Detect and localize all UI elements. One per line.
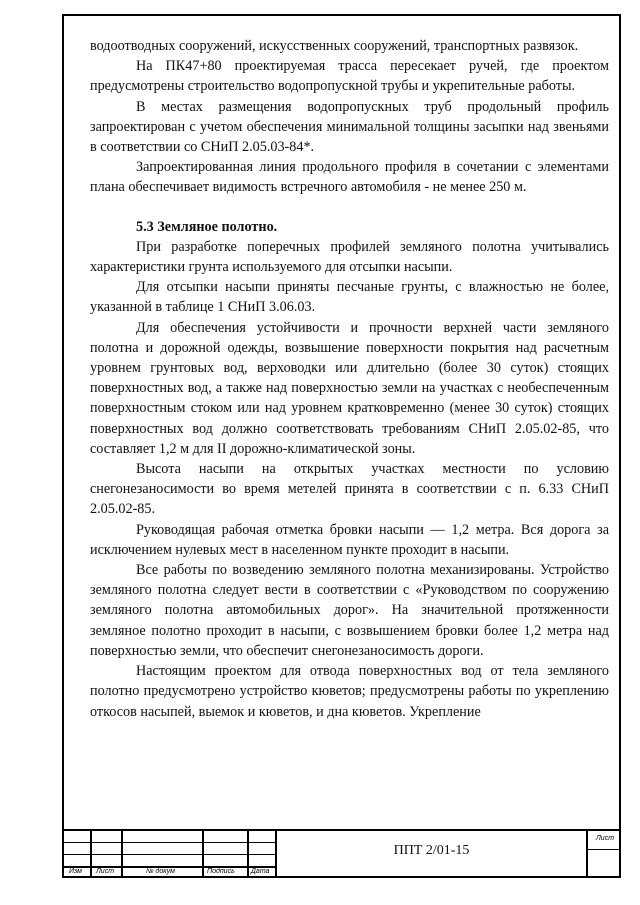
paragraph: водоотводных сооружений, искусственных сооружений, транспортных развязок. (90, 38, 579, 54)
paragraph: На ПК47+80 проектируемая трасса пересекает ручей, где проектом предусмотрены строительство водопропускной трубы и укрепительные работы. (90, 58, 609, 95)
document-body (90, 36, 609, 722)
col-ndok-label: № докум (146, 868, 175, 875)
paragraph: При разработке поперечных профилей земляного полотна учитывались характеристики грунта используемого для отсыпки насыпи. (90, 238, 609, 276)
col-data-label: Дата (251, 868, 270, 875)
paragraph: В местах размещения водопропускных труб продольный профиль запроектирован с учетом обеспечения минимальной толщины засыпки над звеньями в соответствии со СНиП 2.05.03-84*. (90, 98, 609, 156)
paragraphs-before-heading (90, 36, 609, 198)
paragraph: Настоящим проектом для отвода поверхностных вод от тела земляного полотно предусмотрено устройство кюветов; предусмотрены работы по укреплению откосов насыпей, выемок и кюветов, и дна кюветов. Укрепление (90, 663, 609, 720)
sheet-label: Лист (596, 835, 615, 842)
paragraphs-after-heading (90, 237, 609, 722)
paragraph: Руководящая рабочая отметка бровки насыпи — 1,2 метра. Вся дорога за исключением нулевых мест в населенном пункте проходит в насыпи. (90, 521, 609, 558)
paragraph: Для отсыпки насыпи приняты песчаные грунты, с влажностью не более, указанной в таблице 1 СНиП 3.06.03. (90, 279, 609, 316)
col-list-label: Лист (96, 868, 115, 875)
paragraph: Запроектированная линия продольного профиля в сочетании с элементами плана обеспечивает видимость встречного автомобиля - не менее 250 м. (90, 159, 609, 196)
title-block (62, 829, 621, 878)
paragraph: Все работы по возведению земляного полотна механизированы. Устройство земляного полотна следует вести в соответствии с «Руководством по сооружению земляного полотна автомобильных дорог». На значительной протяженности земляное полотно проходит в насыпи, с возвышением бровки более 1,2 метра над поверхностью земли, что обеспечит снегонезаносимость дороги. (90, 562, 609, 659)
document-code: ППТ 2/01-15 (393, 843, 470, 858)
col-izm-label: Изм (69, 868, 82, 875)
paragraph: Для обеспечения устойчивости и прочности верхней части земляного полотна и дорожной одежды, возвышение поверхности покрытия над расчетным уровнем грунтовых вод, верховодки или длительно (более 30 суток) стоящих поверхностных вод, а также над поверхностью земли на участках с необеспеченным поверхностным стоком или над уровнем кратковременно (менее 30 суток) стоящих поверхностных вод должно соответствовать требованиям СНиП 2.05.02-85, что составляет 1,2 м для II дорожно-климатической зоны. (90, 319, 609, 457)
paragraph: Высота насыпи на открытых участках местности по условию снегонезаносимости во время метелей принята в соответствии с п. 6.33 СНиП 2.05.02-85. (90, 461, 609, 518)
section-heading: 5.3 Земляное полотно. (136, 218, 278, 235)
col-podp-label: Подпись (207, 868, 235, 875)
